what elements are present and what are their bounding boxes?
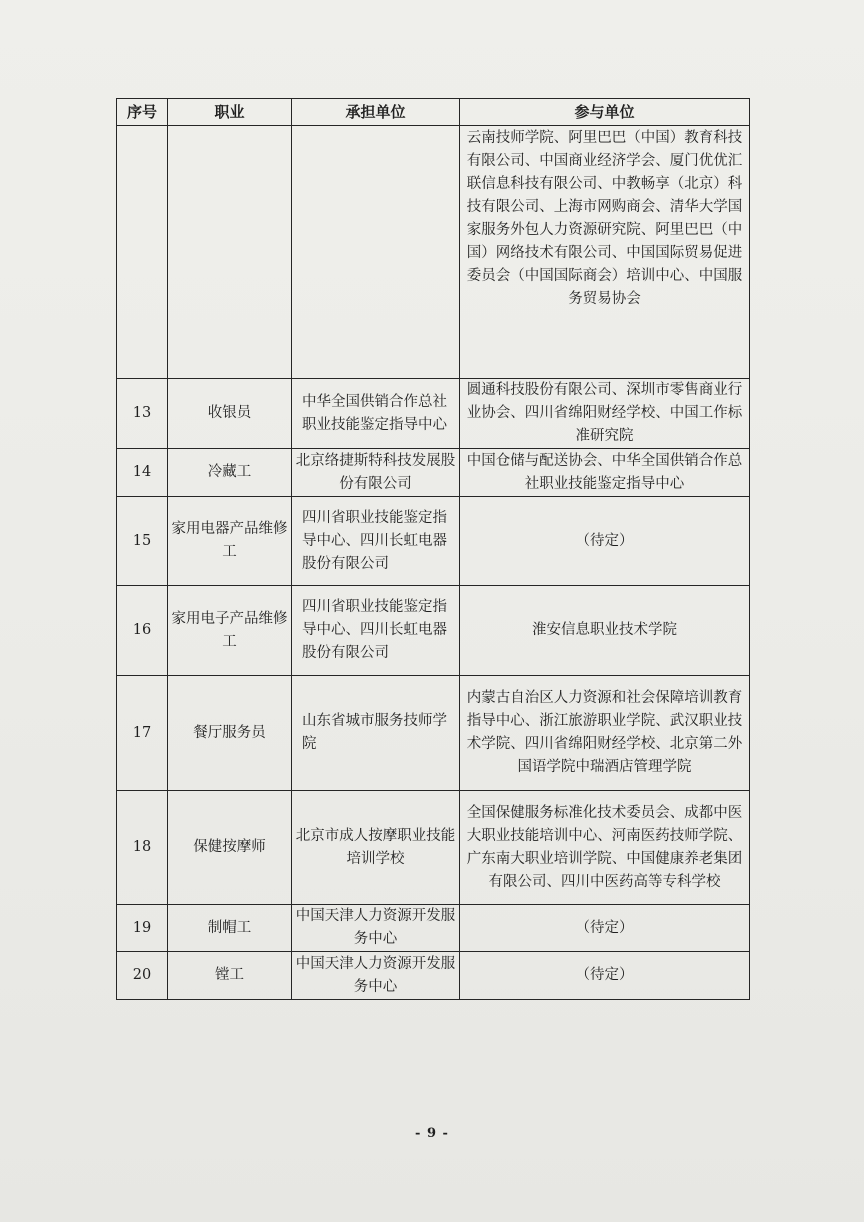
header-participants: 参与单位 [460,99,750,126]
occupation-cell: 家用电器产品维修工 [168,497,292,586]
seq-cell: 14 [117,449,168,497]
header-lead-unit: 承担单位 [292,99,460,126]
occupation-cell: 家用电子产品维修工 [168,586,292,676]
seq-cell: 15 [117,497,168,586]
table-row [117,791,750,905]
seq-cell: 18 [117,791,168,905]
page-number: - 9 - [415,1126,449,1141]
lead-unit-cell: 北京络捷斯特科技发展股份有限公司 [292,449,460,497]
table-row [117,905,750,952]
participants-cell: 圆通科技股份有限公司、深圳市零售商业行业协会、四川省绵阳财经学校、中国工作标准研究院 [460,379,750,449]
lead-unit-cell: 四川省职业技能鉴定指导中心、四川长虹电器股份有限公司 [292,586,460,676]
seq-cell: 20 [117,952,168,1000]
participants-cell: （待定） [460,952,750,1000]
participants-cell: 中国仓储与配送协会、中华全国供销合作总社职业技能鉴定指导中心 [460,449,750,497]
seq-cell: 17 [117,676,168,791]
participants-cell: 淮安信息职业技术学院 [460,586,750,676]
occupation-standards-table [116,98,750,1000]
lead-unit-cell: 山东省城市服务技师学院 [292,676,460,791]
table-row [117,449,750,497]
seq-cell [117,126,168,379]
lead-unit-cell: 四川省职业技能鉴定指导中心、四川长虹电器股份有限公司 [292,497,460,586]
header-seq: 序号 [117,99,168,126]
lead-unit-cell [292,126,460,379]
participants-cell: 内蒙古自治区人力资源和社会保障培训教育指导中心、浙江旅游职业学院、武汉职业技术学院、四川省绵阳财经学校、北京第二外国语学院中瑞酒店管理学院 [460,676,750,791]
participants-cell: 全国保健服务标准化技术委员会、成都中医大职业技能培训中心、河南医药技师学院、广东南大职业培训学院、中国健康养老集团有限公司、四川中医药高等专科学校 [460,791,750,905]
occupation-cell: 保健按摩师 [168,791,292,905]
seq-cell: 13 [117,379,168,449]
occupation-cell: 制帽工 [168,905,292,952]
occupation-cell: 冷藏工 [168,449,292,497]
header-occupation: 职业 [168,99,292,126]
participants-cell: （待定） [460,497,750,586]
participants-cell: 云南技师学院、阿里巴巴（中国）教育科技有限公司、中国商业经济学会、厦门优优汇联信息科技有限公司、中教畅享（北京）科技有限公司、上海市网购商会、清华大学国家服务外包人力资源研究院、阿里巴巴（中国）网络技术有限公司、中国国际贸易促进委员会（中国国际商会）培训中心、中国服务贸易协会 [460,126,750,379]
seq-cell: 16 [117,586,168,676]
participants-cell: （待定） [460,905,750,952]
occupation-cell: 收银员 [168,379,292,449]
lead-unit-cell: 中国天津人力资源开发服务中心 [292,952,460,1000]
occupation-cell: 餐厅服务员 [168,676,292,791]
table-row [117,126,750,379]
table-row [117,586,750,676]
table-row [117,952,750,1000]
table-row [117,379,750,449]
lead-unit-cell: 中华全国供销合作总社职业技能鉴定指导中心 [292,379,460,449]
table-row [117,676,750,791]
table-row [117,497,750,586]
lead-unit-cell: 中国天津人力资源开发服务中心 [292,905,460,952]
seq-cell: 19 [117,905,168,952]
occupation-cell: 镗工 [168,952,292,1000]
occupation-cell [168,126,292,379]
table-header-row [117,99,750,126]
lead-unit-cell: 北京市成人按摩职业技能培训学校 [292,791,460,905]
